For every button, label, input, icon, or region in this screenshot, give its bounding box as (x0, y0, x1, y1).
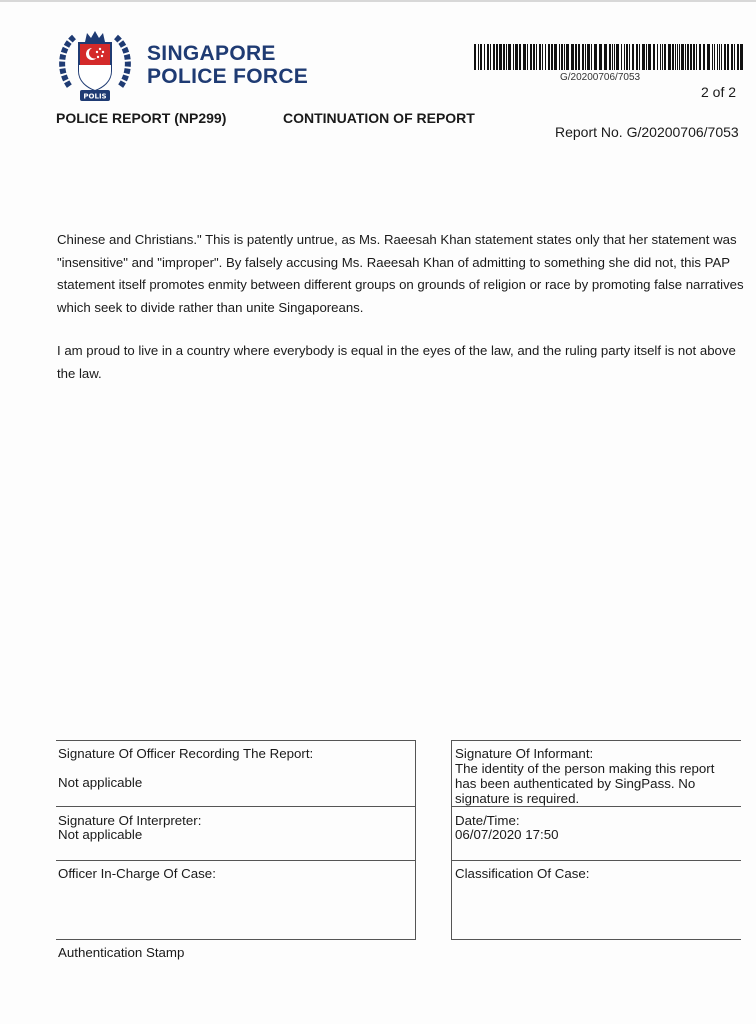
informant-signature-value: The identity of the person making this report has been authenticated by SingPass. No signature is required. (455, 761, 715, 806)
datetime-label: Date/Time: (455, 813, 520, 828)
crest-ribbon-text: POLIS (83, 92, 107, 101)
interpreter-signature-label: Signature Of Interpreter: (58, 813, 202, 828)
table-row-line-1-left (56, 806, 416, 807)
table-bottom-border-right (451, 939, 741, 940)
brand-name (147, 42, 308, 88)
classification-label: Classification Of Case: (455, 866, 590, 881)
brand-line-2: POLICE FORCE (147, 65, 309, 88)
table-bottom-border-left (56, 939, 416, 940)
page-top-border (0, 0, 756, 2)
police-crest-logo (54, 27, 136, 105)
table-divider-left (415, 740, 416, 940)
table-top-border-left (56, 740, 416, 741)
table-row-line-2-right (451, 860, 741, 861)
table-row-line-2-left (56, 860, 416, 861)
officer-signature-value: Not applicable (58, 775, 143, 790)
report-paragraph-1: Chinese and Christians." This is patently untrue, as Ms. Raeesah Khan statement states only that her statement was "insensitive" and "improper". By falsely accusing Ms. Raeesah Khan of admitting to something she did not, this PAP statement itself promotes enmity between different groups on grounds of religion or race by promoting false narratives which seek to divide rather than unite Singaporeans. (57, 232, 744, 315)
officer-in-charge-label: Officer In-Charge Of Case: (58, 866, 216, 881)
informant-signature-label: Signature Of Informant: (455, 746, 594, 761)
interpreter-signature-value: Not applicable (58, 827, 143, 842)
table-divider-right (451, 740, 452, 940)
table-top-border-right (451, 740, 741, 741)
report-barcode (474, 44, 744, 70)
page-indicator: 2 of 2 (701, 84, 737, 100)
barcode-number: G/20200706/7053 (560, 72, 641, 83)
datetime-value: 06/07/2020 17:50 (455, 827, 559, 842)
brand-line-1: SINGAPORE (147, 42, 276, 65)
table-row-line-1-right (451, 806, 741, 807)
report-paragraph-2: I am proud to live in a country where everybody is equal in the eyes of the law, and the ruling party itself is not above the law. (57, 343, 736, 381)
form-title: POLICE REPORT (NP299) (56, 110, 227, 126)
authentication-stamp-label: Authentication Stamp (58, 945, 185, 960)
continuation-title: CONTINUATION OF REPORT (283, 110, 475, 126)
officer-signature-label: Signature Of Officer Recording The Report: (58, 746, 314, 761)
report-number: Report No. G/20200706/7053 (555, 124, 739, 140)
